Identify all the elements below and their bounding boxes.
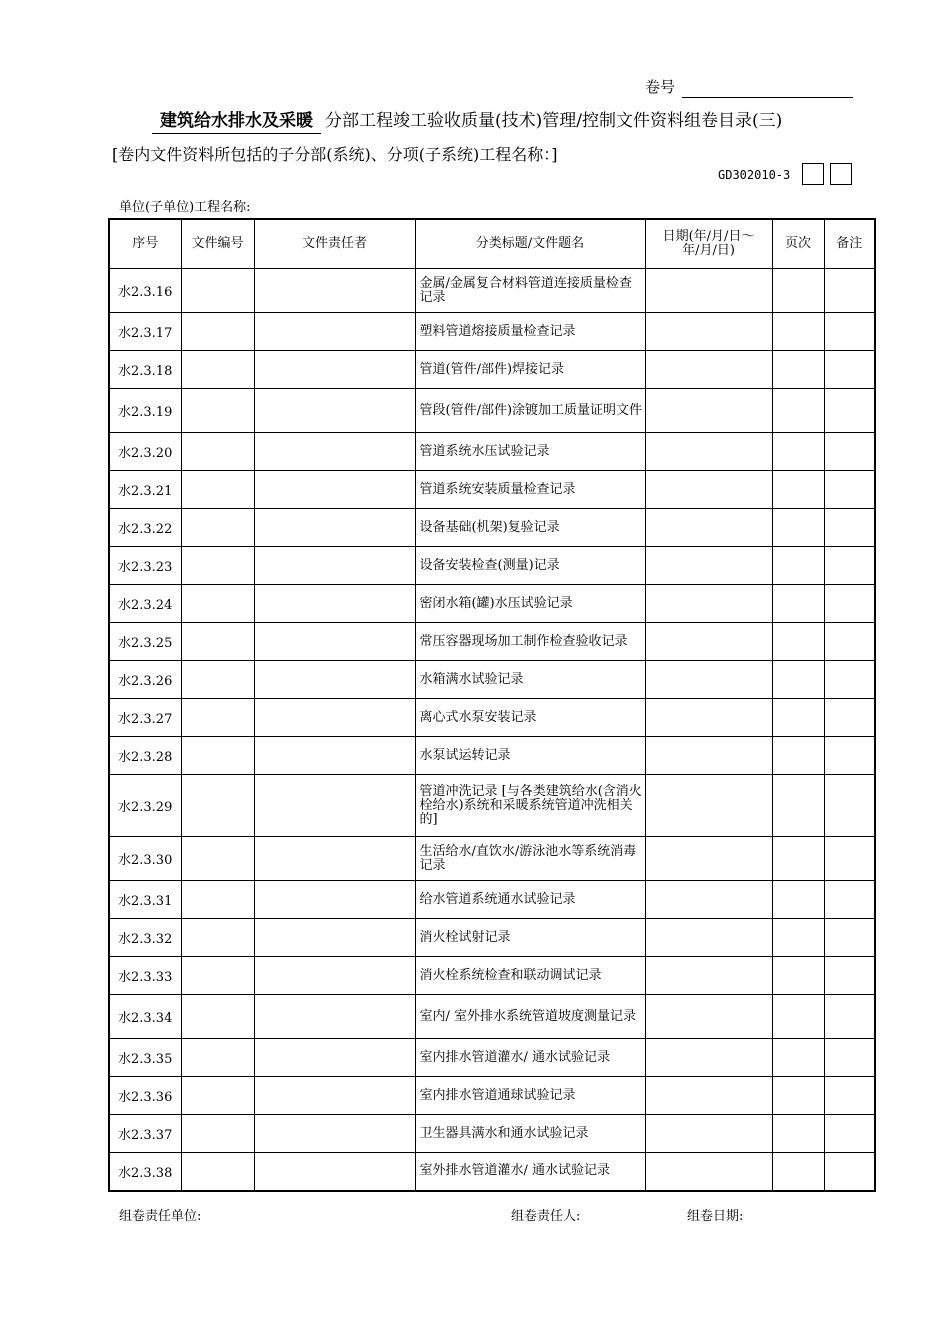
row-pages[interactable] — [772, 699, 824, 737]
row-file-no[interactable] — [181, 919, 254, 957]
row-date[interactable] — [645, 351, 772, 389]
row-responsible[interactable] — [254, 389, 415, 433]
row-seq: 水2.3.28 — [109, 737, 181, 775]
code-box-2[interactable] — [830, 163, 852, 185]
row-seq: 水2.3.25 — [109, 623, 181, 661]
row-title: 水箱满水试验记录 — [415, 661, 645, 699]
title-subject: 建筑给水排水及采暖 — [152, 106, 321, 134]
row-responsible[interactable] — [254, 699, 415, 737]
row-title: 室内/ 室外排水系统管道坡度测量记录 — [415, 995, 645, 1039]
row-seq: 水2.3.16 — [109, 269, 181, 313]
row-remarks[interactable] — [824, 775, 875, 837]
row-responsible[interactable] — [254, 1153, 415, 1191]
row-seq: 水2.3.31 — [109, 881, 181, 919]
row-responsible[interactable] — [254, 661, 415, 699]
row-title: 消火栓试射记录 — [415, 919, 645, 957]
row-date[interactable] — [645, 585, 772, 623]
row-file-no[interactable] — [181, 585, 254, 623]
row-file-no[interactable] — [181, 471, 254, 509]
row-remarks[interactable] — [824, 661, 875, 699]
table-row — [109, 269, 875, 313]
row-title: 室外排水管道灌水/ 通水试验记录 — [415, 1153, 645, 1191]
row-pages[interactable] — [772, 585, 824, 623]
row-responsible[interactable] — [254, 623, 415, 661]
row-file-no[interactable] — [181, 547, 254, 585]
form-code: GD302010-3 — [718, 168, 791, 182]
row-pages[interactable] — [772, 623, 824, 661]
row-remarks[interactable] — [824, 547, 875, 585]
row-seq: 水2.3.21 — [109, 471, 181, 509]
row-file-no[interactable] — [181, 1153, 254, 1191]
col-header-file-no: 文件编号 — [181, 219, 254, 269]
row-remarks[interactable] — [824, 1077, 875, 1115]
row-date[interactable] — [645, 837, 772, 881]
row-date[interactable] — [645, 661, 772, 699]
row-title: 消火栓系统检查和联动调试记录 — [415, 957, 645, 995]
row-seq: 水2.3.26 — [109, 661, 181, 699]
table-row — [109, 737, 875, 775]
row-remarks[interactable] — [824, 623, 875, 661]
row-file-no[interactable] — [181, 1077, 254, 1115]
row-title: 塑料管道熔接质量检查记录 — [415, 313, 645, 351]
row-date[interactable] — [645, 699, 772, 737]
row-remarks[interactable] — [824, 1153, 875, 1191]
table-row — [109, 775, 875, 837]
row-file-no[interactable] — [181, 433, 254, 471]
row-seq: 水2.3.17 — [109, 313, 181, 351]
row-file-no[interactable] — [181, 699, 254, 737]
catalog-table — [108, 218, 876, 1192]
row-seq: 水2.3.22 — [109, 509, 181, 547]
row-title: 室内排水管道灌水/ 通水试验记录 — [415, 1039, 645, 1077]
row-remarks[interactable] — [824, 313, 875, 351]
row-responsible[interactable] — [254, 957, 415, 995]
row-date[interactable] — [645, 509, 772, 547]
col-header-responsible: 文件责任者 — [254, 219, 415, 269]
row-file-no[interactable] — [181, 389, 254, 433]
row-date[interactable] — [645, 313, 772, 351]
footer-date: 组卷日期: — [687, 1209, 744, 1224]
table-row — [109, 623, 875, 661]
footer-responsible-unit: 组卷责任单位: — [119, 1209, 202, 1224]
row-remarks[interactable] — [824, 837, 875, 881]
col-header-remarks: 备注 — [824, 219, 875, 269]
row-responsible[interactable] — [254, 585, 415, 623]
row-responsible[interactable] — [254, 1077, 415, 1115]
row-responsible[interactable] — [254, 433, 415, 471]
title-rest: 分部工程竣工验收质量(技术)管理/控制文件资料组卷目录(三) — [325, 111, 783, 131]
row-responsible[interactable] — [254, 737, 415, 775]
row-responsible[interactable] — [254, 775, 415, 837]
row-responsible[interactable] — [254, 919, 415, 957]
row-seq: 水2.3.20 — [109, 433, 181, 471]
row-file-no[interactable] — [181, 623, 254, 661]
row-file-no[interactable] — [181, 737, 254, 775]
row-seq: 水2.3.32 — [109, 919, 181, 957]
row-title: 管道(管件/部件)焊接记录 — [415, 351, 645, 389]
row-title: 密闭水箱(罐)水压试验记录 — [415, 585, 645, 623]
row-remarks[interactable] — [824, 699, 875, 737]
table-row — [109, 351, 875, 389]
footer-responsible-person: 组卷责任人: — [511, 1209, 581, 1224]
row-seq: 水2.3.29 — [109, 775, 181, 837]
row-pages[interactable] — [772, 351, 824, 389]
row-date[interactable] — [645, 957, 772, 995]
row-remarks[interactable] — [824, 957, 875, 995]
row-pages[interactable] — [772, 775, 824, 837]
table-row — [109, 1153, 875, 1191]
row-seq: 水2.3.27 — [109, 699, 181, 737]
row-date[interactable] — [645, 623, 772, 661]
row-pages[interactable] — [772, 389, 824, 433]
row-pages[interactable] — [772, 995, 824, 1039]
table-row — [109, 837, 875, 881]
row-seq: 水2.3.34 — [109, 995, 181, 1039]
row-pages[interactable] — [772, 837, 824, 881]
table-row — [109, 389, 875, 433]
row-remarks[interactable] — [824, 995, 875, 1039]
row-file-no[interactable] — [181, 775, 254, 837]
row-remarks[interactable] — [824, 269, 875, 313]
unit-project-name-label: 单位(子单位)工程名称: — [119, 200, 251, 215]
table-row — [109, 471, 875, 509]
subtitle: [卷内文件资料所包括的子分部(系统)、分项(子系统)工程名称：] — [112, 145, 558, 164]
row-file-no[interactable] — [181, 957, 254, 995]
row-title: 常压容器现场加工制作检查验收记录 — [415, 623, 645, 661]
row-date[interactable] — [645, 1039, 772, 1077]
row-seq: 水2.3.23 — [109, 547, 181, 585]
row-title: 室内排水管道通球试验记录 — [415, 1077, 645, 1115]
row-title: 管道冲洗记录 [与各类建筑给水(含消火栓给水)系统和采暖系统管道冲洗相关的] — [415, 775, 645, 837]
row-seq: 水2.3.38 — [109, 1153, 181, 1191]
table-header-row — [109, 219, 875, 269]
row-seq: 水2.3.19 — [109, 389, 181, 433]
row-remarks[interactable] — [824, 881, 875, 919]
row-seq: 水2.3.35 — [109, 1039, 181, 1077]
row-responsible[interactable] — [254, 881, 415, 919]
row-file-no[interactable] — [181, 1039, 254, 1077]
row-title: 金属/金属复合材料管道连接质量检查记录 — [415, 269, 645, 313]
row-pages[interactable] — [772, 433, 824, 471]
row-responsible[interactable] — [254, 351, 415, 389]
row-remarks[interactable] — [824, 737, 875, 775]
row-date[interactable] — [645, 737, 772, 775]
table-row — [109, 313, 875, 351]
row-seq: 水2.3.30 — [109, 837, 181, 881]
row-title: 管道系统安装质量检查记录 — [415, 471, 645, 509]
col-header-date: 日期(年/月/日～年/月/日) — [645, 219, 772, 269]
row-file-no[interactable] — [181, 351, 254, 389]
col-header-title: 分类标题/文件题名 — [415, 219, 645, 269]
row-file-no[interactable] — [181, 1115, 254, 1153]
row-title: 水泵试运转记录 — [415, 737, 645, 775]
table-row — [109, 509, 875, 547]
row-pages[interactable] — [772, 1077, 824, 1115]
row-remarks[interactable] — [824, 471, 875, 509]
row-title: 离心式水泵安装记录 — [415, 699, 645, 737]
row-remarks[interactable] — [824, 1039, 875, 1077]
row-date[interactable] — [645, 547, 772, 585]
row-pages[interactable] — [772, 509, 824, 547]
row-date[interactable] — [645, 471, 772, 509]
row-pages[interactable] — [772, 313, 824, 351]
row-pages[interactable] — [772, 1039, 824, 1077]
row-seq: 水2.3.18 — [109, 351, 181, 389]
row-pages[interactable] — [772, 661, 824, 699]
row-file-no[interactable] — [181, 509, 254, 547]
row-date[interactable] — [645, 1153, 772, 1191]
row-responsible[interactable] — [254, 837, 415, 881]
row-pages[interactable] — [772, 547, 824, 585]
row-pages[interactable] — [772, 471, 824, 509]
row-seq: 水2.3.24 — [109, 585, 181, 623]
row-file-no[interactable] — [181, 995, 254, 1039]
row-date[interactable] — [645, 1077, 772, 1115]
table-row — [109, 661, 875, 699]
row-pages[interactable] — [772, 737, 824, 775]
row-file-no[interactable] — [181, 269, 254, 313]
row-date[interactable] — [645, 881, 772, 919]
row-remarks[interactable] — [824, 1115, 875, 1153]
row-seq: 水2.3.37 — [109, 1115, 181, 1153]
row-title: 卫生器具满水和通水试验记录 — [415, 1115, 645, 1153]
row-title: 管段(管件/部件)涂镀加工质量证明文件 — [415, 389, 645, 433]
volume-number-field[interactable] — [682, 97, 853, 98]
row-date[interactable] — [645, 389, 772, 433]
volume-number-label: 卷号 — [645, 78, 676, 96]
table-row — [109, 919, 875, 957]
row-pages[interactable] — [772, 1153, 824, 1191]
row-pages[interactable] — [772, 881, 824, 919]
row-seq: 水2.3.33 — [109, 957, 181, 995]
row-remarks[interactable] — [824, 433, 875, 471]
row-date[interactable] — [645, 433, 772, 471]
row-seq: 水2.3.36 — [109, 1077, 181, 1115]
row-remarks[interactable] — [824, 919, 875, 957]
row-pages[interactable] — [772, 1115, 824, 1153]
row-title: 生活给水/直饮水/游泳池水等系统消毒记录 — [415, 837, 645, 881]
table-row — [109, 957, 875, 995]
row-responsible[interactable] — [254, 995, 415, 1039]
row-title: 设备安装检查(测量)记录 — [415, 547, 645, 585]
col-header-pages: 页次 — [772, 219, 824, 269]
row-date[interactable] — [645, 269, 772, 313]
row-responsible[interactable] — [254, 313, 415, 351]
row-title: 设备基础(机架)复验记录 — [415, 509, 645, 547]
col-header-seq: 序号 — [109, 219, 181, 269]
row-file-no[interactable] — [181, 661, 254, 699]
table-row — [109, 1039, 875, 1077]
row-pages[interactable] — [772, 269, 824, 313]
row-date[interactable] — [645, 1115, 772, 1153]
table-row — [109, 699, 875, 737]
table-row — [109, 995, 875, 1039]
row-remarks[interactable] — [824, 351, 875, 389]
row-remarks[interactable] — [824, 509, 875, 547]
row-responsible[interactable] — [254, 1039, 415, 1077]
row-date[interactable] — [645, 995, 772, 1039]
row-responsible[interactable] — [254, 471, 415, 509]
row-pages[interactable] — [772, 919, 824, 957]
row-date[interactable] — [645, 919, 772, 957]
table-row — [109, 1077, 875, 1115]
code-box-1[interactable] — [802, 163, 824, 185]
table-row — [109, 881, 875, 919]
row-remarks[interactable] — [824, 389, 875, 433]
row-title: 给水管道系统通水试验记录 — [415, 881, 645, 919]
row-file-no[interactable] — [181, 837, 254, 881]
table-row — [109, 585, 875, 623]
row-responsible[interactable] — [254, 547, 415, 585]
row-title: 管道系统水压试验记录 — [415, 433, 645, 471]
row-pages[interactable] — [772, 957, 824, 995]
row-responsible[interactable] — [254, 269, 415, 313]
row-responsible[interactable] — [254, 509, 415, 547]
row-responsible[interactable] — [254, 1115, 415, 1153]
row-file-no[interactable] — [181, 313, 254, 351]
row-file-no[interactable] — [181, 881, 254, 919]
row-date[interactable] — [645, 775, 772, 837]
table-row — [109, 1115, 875, 1153]
table-row — [109, 433, 875, 471]
row-remarks[interactable] — [824, 585, 875, 623]
document-title — [152, 106, 782, 134]
table-row — [109, 547, 875, 585]
